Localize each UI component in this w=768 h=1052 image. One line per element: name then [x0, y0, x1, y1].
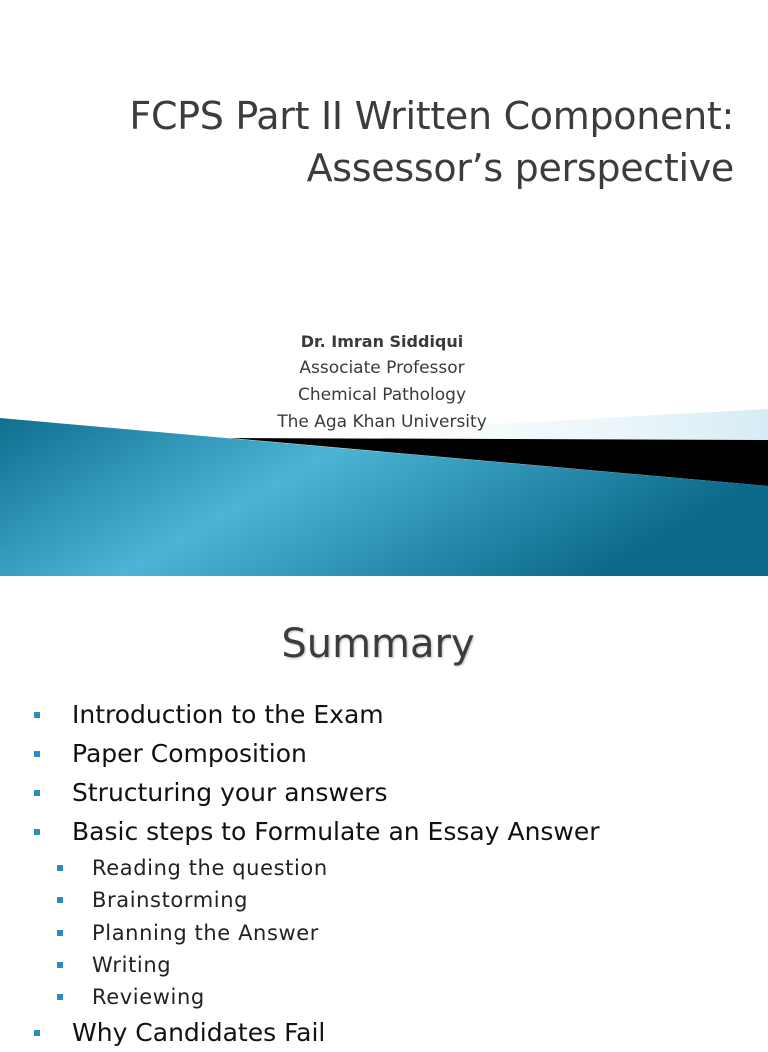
summary-slide [0, 576, 768, 1047]
bullet-text: Introduction to the Exam [72, 700, 384, 729]
sub-bullet-text: Writing [92, 953, 172, 977]
sub-bullet-text: Reviewing [92, 985, 205, 1009]
square-bullet-icon [57, 930, 63, 936]
sub-bullet-text: Reading the question [92, 856, 328, 880]
slide-title-line-2: Assessor’s perspective [306, 146, 734, 190]
bullet-text: Basic steps to Formulate an Essay Answer [72, 817, 600, 846]
sub-bullet-text: Planning the Answer [92, 921, 320, 945]
square-bullet-icon [34, 1030, 40, 1036]
square-bullet-icon [57, 962, 63, 968]
square-bullet-icon [34, 751, 40, 757]
bullet-text: Structuring your answers [72, 778, 388, 807]
author-block [0, 328, 764, 436]
author-department: Chemical Pathology [298, 385, 466, 405]
author-institution: The Aga Khan University [277, 412, 487, 432]
sub-bullet-text: Brainstorming [92, 888, 249, 912]
author-position: Associate Professor [299, 358, 465, 378]
square-bullet-icon [57, 897, 63, 903]
square-bullet-icon [34, 829, 40, 835]
square-bullet-icon [57, 865, 63, 871]
slide-title [0, 90, 734, 194]
bullet-text: Why Candidates Fail [72, 1018, 326, 1047]
bullet-text: Paper Composition [72, 739, 307, 768]
square-bullet-icon [34, 790, 40, 796]
summary-title: Summary [281, 621, 475, 667]
square-bullet-icon [34, 712, 40, 718]
slide-title-line-1: FCPS Part II Written Component: [129, 94, 734, 138]
author-name: Dr. Imran Siddiqui [300, 332, 464, 351]
square-bullet-icon [57, 994, 63, 1000]
